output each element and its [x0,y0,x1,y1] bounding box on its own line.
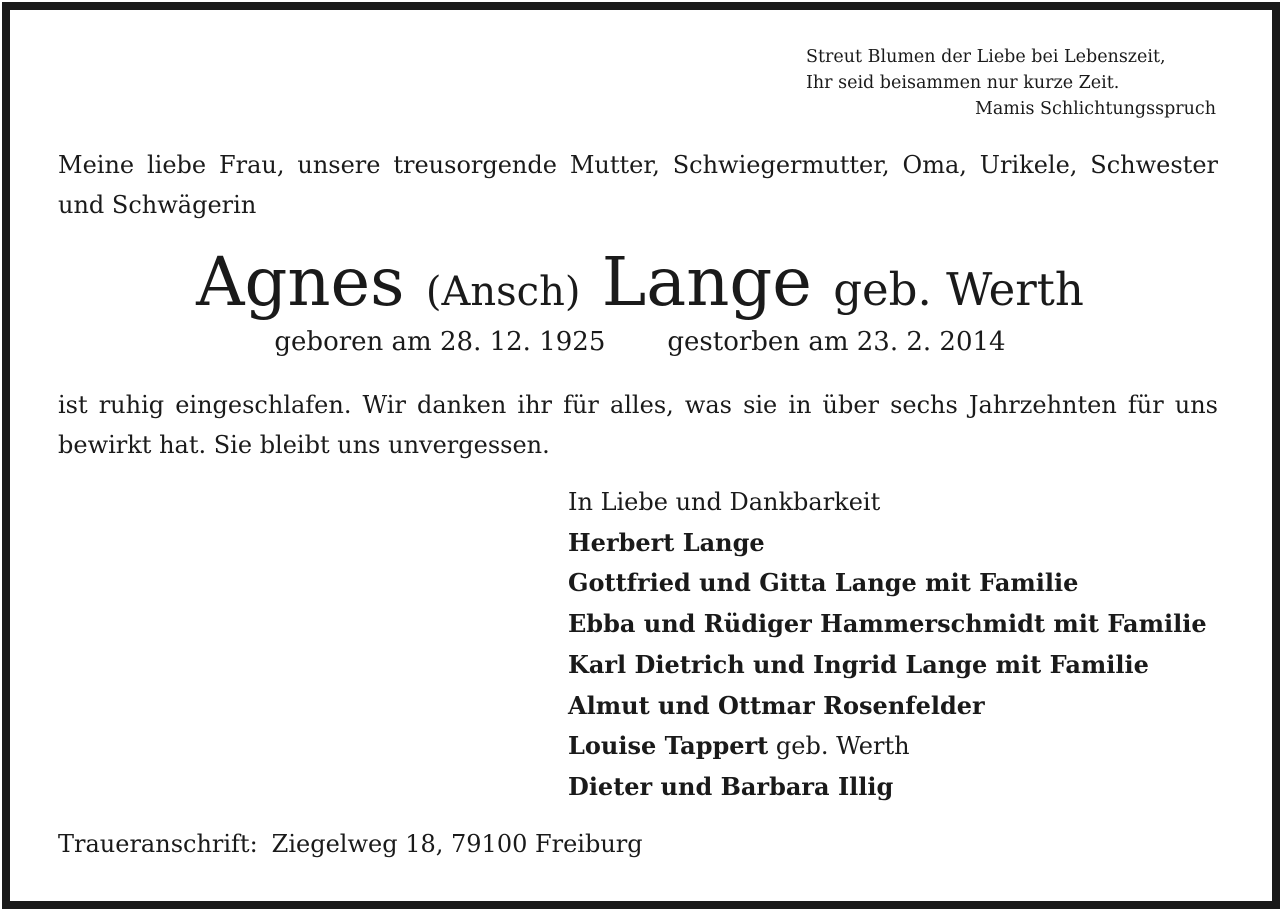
motto-quote [806,44,1216,122]
life-dates [0,324,1280,360]
motto-source: Mamis Schlichtungsspruch [974,99,1216,119]
mourner-line: Karl Dietrich und Ingrid Lange mit Familie [568,649,1149,679]
first-name: Agnes [196,243,405,321]
birth-date: geboren am 28. 12. 1925 [274,327,606,357]
birth-name: geb. Werth [833,263,1084,316]
mourner-line: Ebba und Rüdiger Hammerschmidt mit Familie [568,609,1207,639]
mourner-line: Gottfried und Gitta Lange mit Familie [568,568,1079,598]
mourner-line: Almut und Ottmar Rosenfelder [568,690,985,720]
address-value: Ziegelweg 18, 79100 Freiburg [271,830,643,858]
body-paragraph [58,385,1218,465]
mourning-address [58,824,643,864]
death-date: gestorben am 23. 2. 2014 [667,327,1006,357]
signature-block [568,483,1207,808]
mourner-line: Herbert Lange [568,527,765,557]
last-name: Lange [601,243,812,321]
intro-line-2: und Schwägerin [58,191,257,219]
motto-line-1: Streut Blumen der Liebe bei Lebenszeit, [806,47,1166,67]
greeting: In Liebe und Dankbarkeit [568,488,881,516]
body-line-1: ist ruhig eingeschlafen. Wir danken ihr für alles, was sie in über sechs Jahrzehnten für uns [58,391,1218,419]
nickname: (Ansch) [425,269,581,315]
mourner-line: Louise Tappert geb. Werth [568,731,910,761]
body-line-2: bewirkt hat. Sie bleibt uns unvergessen. [58,431,550,459]
mourner-line: Dieter und Barbara Illig [568,771,894,801]
intro-line-1: Meine liebe Frau, unsere treusorgende Mutter, Schwiegermutter, Oma, Urikele, Schwester [58,151,1218,179]
address-label: Traueranschrift: [58,830,258,858]
deceased-name [0,242,1280,332]
intro-paragraph [58,145,1218,225]
motto-line-2: Ihr seid beisammen nur kurze Zeit. [806,73,1120,93]
